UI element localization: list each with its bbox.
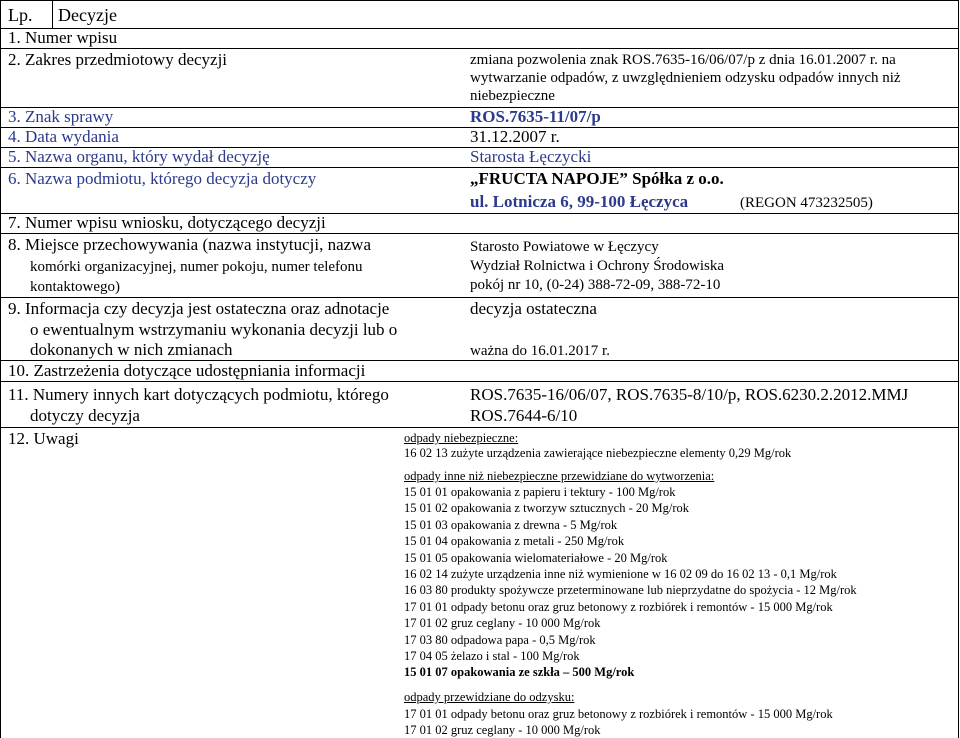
row4-value: 31.12.2007 r.	[470, 127, 560, 146]
row6-regon: (REGON 473232505)	[740, 195, 873, 211]
nonhazardous-item: 17 04 05 żelazo i stal - 100 Mg/rok	[404, 649, 580, 663]
row1-label: 1. Numer wpisu	[8, 28, 118, 47]
nonhazardous-item: 17 01 01 odpady betonu oraz gruz betonowy z rozbiórek i remontów - 15 000 Mg/rok	[404, 599, 833, 614]
row9-valid-until: ważna do 16.01.2017 r.	[470, 343, 610, 359]
nonhazardous-item: 15 01 03 opakowania z drewna - 5 Mg/rok	[404, 517, 618, 532]
row8-label-line2: komórki organizacyjnej, numer pokoju, numer telefonu	[30, 259, 363, 275]
nonhazardous-item: 16 03 80 produkty spożywcze przeterminowane lub nieprzydatne do spożycia - 12 Mg/rok	[404, 583, 857, 598]
row8-value-line1: Starosto Powiatowe w Łęczycy	[470, 239, 659, 255]
header-lp: Lp.	[8, 5, 33, 25]
row6-company: „FRUCTA NAPOJE” Spółka z o.o.	[470, 169, 724, 188]
recovery-item: 17 01 02 gruz ceglany - 10 000 Mg/rok	[404, 723, 601, 737]
row8-value-line3: pokój nr 10, (0-24) 388-72-09, 388-72-10	[470, 277, 721, 293]
row3-label: 3. Znak sprawy	[8, 107, 114, 126]
row6-label: 6. Nazwa podmiotu, którego decyzja dotyczy	[8, 169, 317, 188]
row9-value: decyzja ostateczna	[470, 299, 597, 318]
row4-label: 4. Data wydania	[8, 127, 119, 146]
row2-label: 2. Zakres przedmiotowy decyzji	[8, 50, 228, 69]
row8-label-line1: 8. Miejsce przechowywania (nazwa instytucji, nazwa	[8, 235, 371, 254]
nonhazardous-item: 16 02 14 zużyte urządzenia inne niż wymienione w 16 02 09 do 16 02 13 - 0,1 Mg/rok	[404, 567, 837, 581]
nonhazardous-heading: odpady inne niż niebezpieczne przewidziane do wytworzenia:	[404, 469, 715, 483]
waste-remarks	[404, 430, 954, 738]
row11-value-line1: ROS.7635-16/06/07, ROS.7635-8/10/p, ROS.6230.2.2012.MMJ	[470, 385, 909, 404]
row2-value-line2: wytwarzanie odpadów, z uwzględnieniem odzysku odpadów innych niż	[470, 70, 901, 86]
nonhazardous-item: 15 01 05 opakowania wielomateriałowe - 20 Mg/rok	[404, 550, 668, 565]
row9-label-line2: o ewentualnym wstrzymaniu wykonania decyzji lub o	[30, 320, 398, 339]
row10-label: 10. Zastrzeżenia dotyczące udostępniania informacji	[8, 361, 366, 380]
row3-value: ROS.7635-11/07/p	[470, 107, 601, 126]
row11-label-line2: dotyczy decyzja	[30, 406, 140, 425]
hazardous-item: 16 02 13 zużyte urządzenia zawierające niebezpieczne elementy 0,29 Mg/rok	[404, 446, 792, 460]
row9-label-line3: dokonanych w nich zmianach	[30, 340, 233, 359]
row6-address: ul. Lotnicza 6, 99-100 Łęczyca	[470, 192, 689, 211]
row5-value: Starosta Łęczycki	[470, 147, 592, 166]
hazardous-heading: odpady niebezpieczne:	[404, 431, 519, 445]
row8-label-line3: kontaktowego)	[30, 279, 120, 295]
nonhazardous-item: 15 01 02 opakowania z tworzyw sztucznych - 20 Mg/rok	[404, 501, 689, 516]
row9-label-line1: 9. Informacja czy decyzja jest ostateczna oraz adnotacje	[8, 299, 390, 318]
row11-label-line1: 11. Numery innych kart dotyczących podmiotu, którego	[8, 385, 389, 404]
nonhazardous-item: 15 01 01 opakowania z papieru i tektury - 100 Mg/rok	[404, 485, 676, 499]
row2-value-line3: niebezpieczne	[470, 88, 555, 104]
row11-value-line2: ROS.7644-6/10	[470, 406, 578, 425]
nonhazardous-item-glass: 15 01 07 opakowania ze szkła – 500 Mg/rok	[404, 665, 635, 680]
nonhazardous-item: 15 01 04 opakowania z metali - 250 Mg/rok	[404, 534, 625, 549]
header-decyzje: Decyzje	[58, 5, 117, 25]
recovery-item: 17 01 01 odpady betonu oraz gruz betonowy z rozbiórek i remontów - 15 000 Mg/rok	[404, 707, 833, 721]
row7-label: 7. Numer wpisu wniosku, dotyczącego decyzji	[8, 213, 326, 232]
row5-label: 5. Nazwa organu, który wydał decyzję	[8, 147, 270, 166]
nonhazardous-item: 17 01 02 gruz ceglany - 10 000 Mg/rok	[404, 616, 601, 631]
row8-value-line2: Wydział Rolnictwa i Ochrony Środowiska	[470, 258, 725, 274]
recovery-heading: odpady przewidziane do odzysku:	[404, 690, 575, 704]
row12-label: 12. Uwagi	[8, 429, 79, 448]
nonhazardous-item: 17 03 80 odpadowa papa - 0,5 Mg/rok	[404, 632, 596, 647]
row2-value-line1: zmiana pozwolenia znak ROS.7635-16/06/07/p z dnia 16.01.2007 r. na	[470, 52, 896, 68]
